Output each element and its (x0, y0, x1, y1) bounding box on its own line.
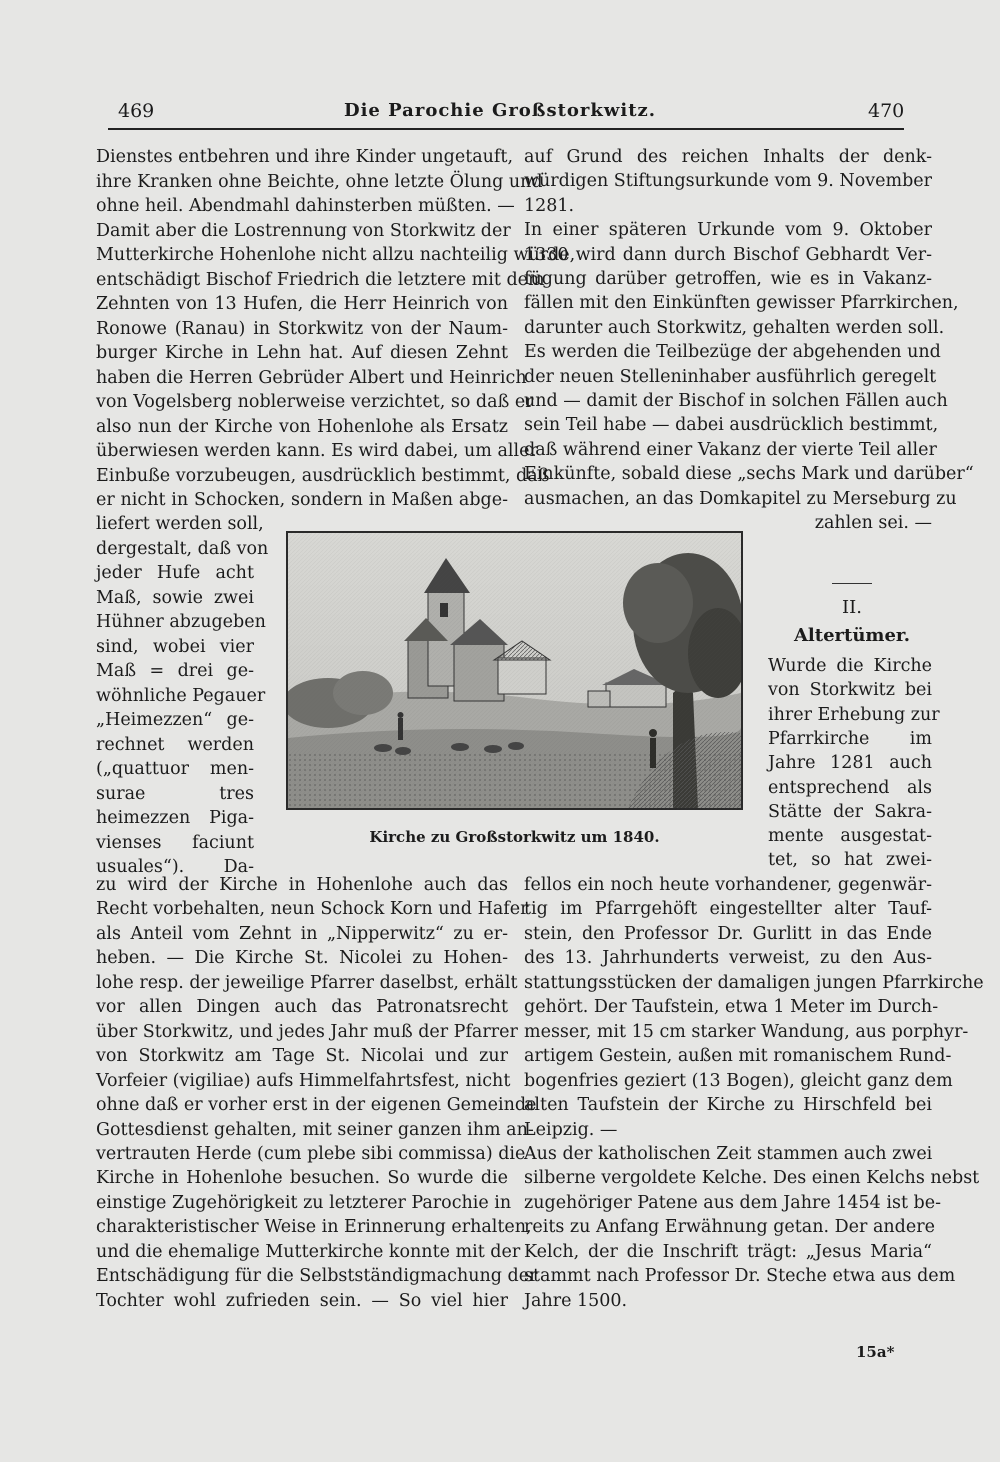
text-line: rechnet werden (96, 734, 254, 755)
text-line: Kirche in Hohenlohe besuchen. So wurde die (96, 1168, 508, 1189)
text-line: burger Kirche in Lehn hat. Auf diesen Zehnt (96, 343, 508, 363)
text-line: stein, den Professor Dr. Gurlitt in das Ende (524, 923, 932, 944)
text-line: überwiesen werden kann. Es wird dabei, um aller (96, 441, 538, 461)
text-line: fällen mit den Einkünften gewisser Pfarrkirchen, (524, 293, 959, 314)
text-line: 1281. (524, 195, 575, 216)
text-line: Recht vorbehalten, neun Schock Korn und Hafer (96, 899, 529, 920)
text-line: tet, so hat zwei- (768, 850, 932, 871)
text-line: artigem Gestein, außen mit romanischem Rund- (524, 1046, 952, 1067)
text-line: sind, wobei vier (96, 636, 254, 657)
text-line: und — damit der Bischof in solchen Fällen auch (524, 391, 948, 411)
text-line: Entschädigung für die Selbstständigmachung der (96, 1266, 538, 1287)
text-line: vor allen Dingen auch das Patronatsrecht (96, 997, 508, 1018)
text-line: 1330 wird dann durch Bischof Gebhardt Ver- (524, 244, 932, 265)
text-line: Pfarrkirche im (768, 728, 932, 749)
text-line: haben die Herren Gebrüder Albert und Heinrich (96, 367, 527, 388)
church-engraving (286, 531, 743, 810)
text-line: des 13. Jahrhunderts verweist, zu den Aus- (524, 948, 932, 969)
page-number-left: 469 (118, 100, 155, 122)
text-line: und die ehemalige Mutterkirche konnte mit der (96, 1241, 521, 1262)
text-line: tig im Pfarrgehöft eingestellter alter Tauf- (524, 899, 932, 920)
text-line: zahlen sei. — (814, 513, 932, 533)
text-line: liefert werden soll, (96, 514, 264, 534)
text-line: sein Teil habe — dabei ausdrücklich bestimmt, (524, 415, 939, 436)
text-line: von Vogelsberg noblerweise verzichtet, so daß er (96, 392, 534, 412)
text-line: Maß, sowie zwei (96, 587, 254, 608)
text-line: Zehnten von 13 Hufen, die Herr Heinrich von (96, 294, 508, 314)
text-line: „Heimezzen“ ge- (96, 710, 254, 730)
text-line: Ronowe (Ranau) in Storkwitz von der Naum- (96, 318, 508, 339)
text-line: Aus der katholischen Zeit stammen auch zwei (524, 1143, 933, 1164)
text-line: fellos ein noch heute vorhandener, gegenwär- (524, 875, 932, 895)
section-separator (832, 583, 872, 584)
text-line: Gottesdienst gehalten, mit seiner ganzen ihm an- (96, 1119, 534, 1140)
text-line: wöhnliche Pegauer (96, 685, 266, 706)
header-rule (108, 128, 904, 130)
text-line: ohne heil. Abendmahl dahinsterben müßten. — (96, 196, 515, 216)
text-line: ihrer Erhebung zur (768, 704, 940, 725)
text-line: von Storkwitz am Tage St. Nicolai und zur (96, 1046, 508, 1067)
text-line: gehört. Der Taufstein, etwa 1 Meter im Durch- (524, 997, 939, 1018)
text-line: Stätte der Sakra- (768, 801, 932, 822)
text-line: („quattuor men- (96, 759, 254, 779)
text-line: Einbuße vorzubeugen, ausdrücklich bestimmt, daß (96, 465, 550, 486)
text-line: heimezzen Piga- (96, 808, 254, 828)
text-line: Vorfeier (vigiliae) aufs Himmelfahrtsfest, nicht (96, 1070, 511, 1091)
text-line: würdigen Stiftungsurkunde vom 9. November (524, 171, 933, 192)
text-line: auf Grund des reichen Inhalts der denk- (524, 147, 932, 167)
text-line: In einer späteren Urkunde vom 9. Oktober (524, 220, 932, 241)
text-line: Wurde die Kirche (768, 656, 932, 676)
text-line: der neuen Stelleninhaber ausführlich geregelt (524, 366, 937, 387)
text-line: stammt nach Professor Dr. Steche etwa aus dem (524, 1266, 956, 1287)
text-line: Es werden die Teilbezüge der abgehenden und (524, 342, 941, 363)
figure-caption: Kirche zu Großstorkwitz um 1840. (369, 828, 660, 846)
text-line: fügung darüber getroffen, wie es in Vakanz- (524, 269, 932, 289)
text-line: also nun der Kirche von Hohenlohe als Ersatz (96, 416, 508, 437)
text-line: darunter auch Storkwitz, gehalten werden soll. (524, 317, 945, 338)
text-line: er nicht in Schocken, sondern in Maßen abge- (96, 490, 508, 510)
text-line: Tochter wohl zufrieden sein. — So viel hier (96, 1290, 508, 1311)
text-line: usuales“). Da- (96, 857, 254, 877)
section-number: II. (842, 597, 862, 618)
text-line: ohne daß er vorher erst in der eigenen Gemeinde (96, 1095, 537, 1116)
text-line: Maß = drei ge- (96, 661, 254, 681)
text-line: Jahre 1281 auch (768, 753, 932, 774)
text-line: als Anteil vom Zehnt in „Nipperwitz“ zu er- (96, 923, 508, 944)
page-number-right: 470 (868, 100, 905, 122)
text-line: vienses faciunt (96, 832, 254, 853)
text-line: einstige Zugehörigkeit zu letzterer Parochie in (96, 1192, 512, 1213)
text-line: zugehöriger Patene aus dem Jahre 1454 ist be- (524, 1192, 942, 1213)
running-title: Die Parochie Großstorkwitz. (343, 100, 657, 121)
text-line: entsprechend als (768, 777, 932, 798)
text-line: reits zu Anfang Erwähnung getan. Der andere (524, 1217, 935, 1238)
text-line: Jahre 1500. (524, 1290, 628, 1311)
text-line: stattungsstücken der damaligen jungen Pfarrkirche (524, 972, 984, 993)
text-line: charakteristischer Weise in Erinnerung erhalten, (96, 1217, 532, 1238)
text-line: messer, mit 15 cm starker Wandung, aus porphyr- (524, 1021, 969, 1042)
text-line: Mutterkirche Hohenlohe nicht allzu nachteilig würde, (96, 245, 576, 265)
text-line: alten Taufstein der Kirche zu Hirschfeld bei (524, 1095, 932, 1116)
text-line: vertrauten Herde (cum plebe sibi commissa) die (96, 1143, 526, 1164)
section-title: Altertümer. (793, 625, 911, 646)
text-line: ihre Kranken ohne Beichte, ohne letzte Ölung und (96, 171, 543, 192)
text-line: jeder Hufe acht (96, 563, 254, 583)
printer-signature: 15a* (856, 1343, 895, 1361)
church-illustration (288, 533, 741, 808)
text-line: Hühner abzugeben (96, 612, 266, 632)
text-line: ausmachen, an das Domkapitel zu Merseburg zu (524, 488, 957, 509)
text-line: Kelch, der die Inschrift trägt: „Jesus Maria“ (524, 1241, 932, 1262)
text-line: lohe resp. der jeweilige Pfarrer daselbst, erhält (96, 972, 518, 993)
text-line: daß während einer Vakanz der vierte Teil aller (524, 439, 937, 460)
text-line: surae tres (96, 783, 254, 804)
text-line: von Storkwitz bei (768, 680, 932, 701)
text-line: heben. — Die Kirche St. Nicolei zu Hohen- (96, 948, 508, 969)
text-line: über Storkwitz, und jedes Jahr muß der Pfarrer (96, 1021, 518, 1042)
text-line: mente ausgestat- (768, 826, 932, 847)
text-line: Leipzig. — (524, 1119, 618, 1140)
text-line: dergestalt, daß von (96, 538, 269, 559)
text-line: silberne vergoldete Kelche. Des einen Kelchs nebst (524, 1168, 980, 1189)
text-line: zu wird der Kirche in Hohenlohe auch das (96, 875, 508, 895)
text-line: Dienstes entbehren und ihre Kinder ungetauft, (96, 147, 514, 167)
text-line: bogenfries geziert (13 Bogen), gleicht ganz dem (524, 1070, 953, 1091)
text-line: Damit aber die Lostrennung von Storkwitz der (96, 220, 511, 241)
text-line: Einkünfte, sobald diese „sechs Mark und darüber“ (524, 464, 974, 485)
text-line: entschädigt Bischof Friedrich die letztere mit dem (96, 269, 545, 290)
